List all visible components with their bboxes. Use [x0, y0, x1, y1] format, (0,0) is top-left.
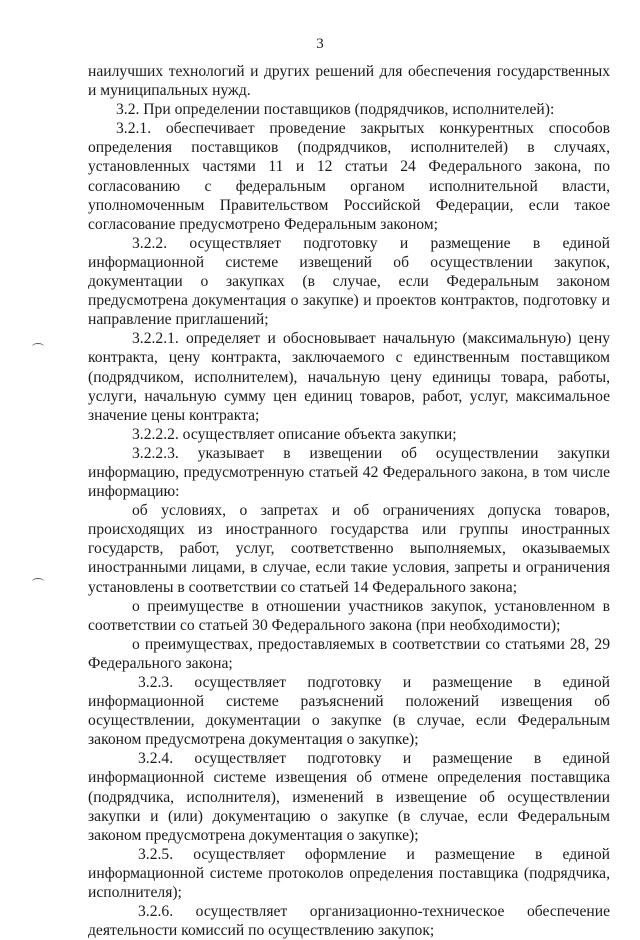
document-body [88, 62, 610, 940]
paragraph-3-2-1: 3.2.1. обеспечивает проведение закрытых конкурентных способов определения поставщиков (подрядчиков, исполнителей) в случаях, установленных частями 11 и 12 статьи 24 Федерального закона, по согласованию с федеральным органом исполнительной власти, уполномоченным Правительством Российской Федерации, если такое согласование предусмотрено Федеральным законом; [88, 120, 610, 233]
paragraph-3-2-2-2: 3.2.2.2. осуществляет описание объекта закупки; [132, 425, 457, 443]
paragraph-3-2-2: 3.2.2. осуществляет подготовку и размещение в единой информационной системе извещений об осуществлении закупок, документации о закупках (в случае, если Федеральным законом предусмотрена документация о закупке) и проектов контрактов, подготовку и направление приглашений; [88, 234, 610, 329]
scan-margin-mark [32, 343, 44, 350]
paragraph-3-2-2-3: 3.2.2.3. указывает в извещении об осуществлении закупки информацию, предусмотренную статьей 42 Федерального закона, в том числе информацию: [88, 444, 610, 501]
paragraph-conditions: об условиях, о запретах и об ограничениях допуска товаров, происходящих из иностранного государства или группы иностранных государств, работ, услуг, соответственно выполняемых, оказываемых иностранными лицами, в случае, если такие условия, запреты и ограничения установлены в соответствии со статьей 14 Федерального закона; [88, 502, 610, 596]
paragraph-3-2-6: 3.2.6. осуществляет организационно-техническое обеспечение деятельности комиссий по осуществлению закупок; [88, 903, 610, 940]
page-number: 3 [316, 36, 324, 52]
paragraph-3-2: 3.2. При определении поставщиков (подрядчиков, исполнителей): [116, 101, 555, 119]
paragraph-3-2-5: 3.2.5. осуществляет оформление и размещение в единой информационной системе протоколов определения поставщика (подрядчика, исполнителя); [88, 845, 610, 902]
paragraph-advantages: о преимуществах, предоставляемых в соответствии со статьями 28, 29 Федерального закона; [88, 635, 610, 672]
paragraph-advantage: о преимуществе в отношении участников закупок, установленном в соответствии со статьей 30 Федерального закона (при необходимости); [88, 597, 610, 634]
paragraph-3-2-4: 3.2.4. осуществляет подготовку и размещение в единой информационной системе извещения об отмене определения поставщика (подрядчика, исполнителя), изменений в извещение об осуществлении закупки и (или) документацию о закупке (в случае, если Федеральным законом предусмотрена документация о закупке); [88, 750, 610, 844]
scan-margin-mark [32, 578, 44, 585]
paragraph-3-2-3: 3.2.3. осуществляет подготовку и размещение в единой информационной системе разъяснений положений извещения об осуществлении, документации о закупке (в случае, если Федеральным законом предусмотрена документация о закупке); [88, 674, 610, 749]
paragraph-3-2-2-1: 3.2.2.1. определяет и обосновывает начальную (максимальную) цену контракта, цену контракта, заключаемого с единственным поставщиком (подрядчиком, исполнителем), начальную цену единицы товара, работы, услуги, начальную сумму цен единиц товаров, работ, услуг, максимальное значение цены контракта; [88, 330, 610, 424]
paragraph-continuation: наилучших технологий и других решений для обеспечения государственных и муниципальных нужд. [88, 63, 610, 100]
